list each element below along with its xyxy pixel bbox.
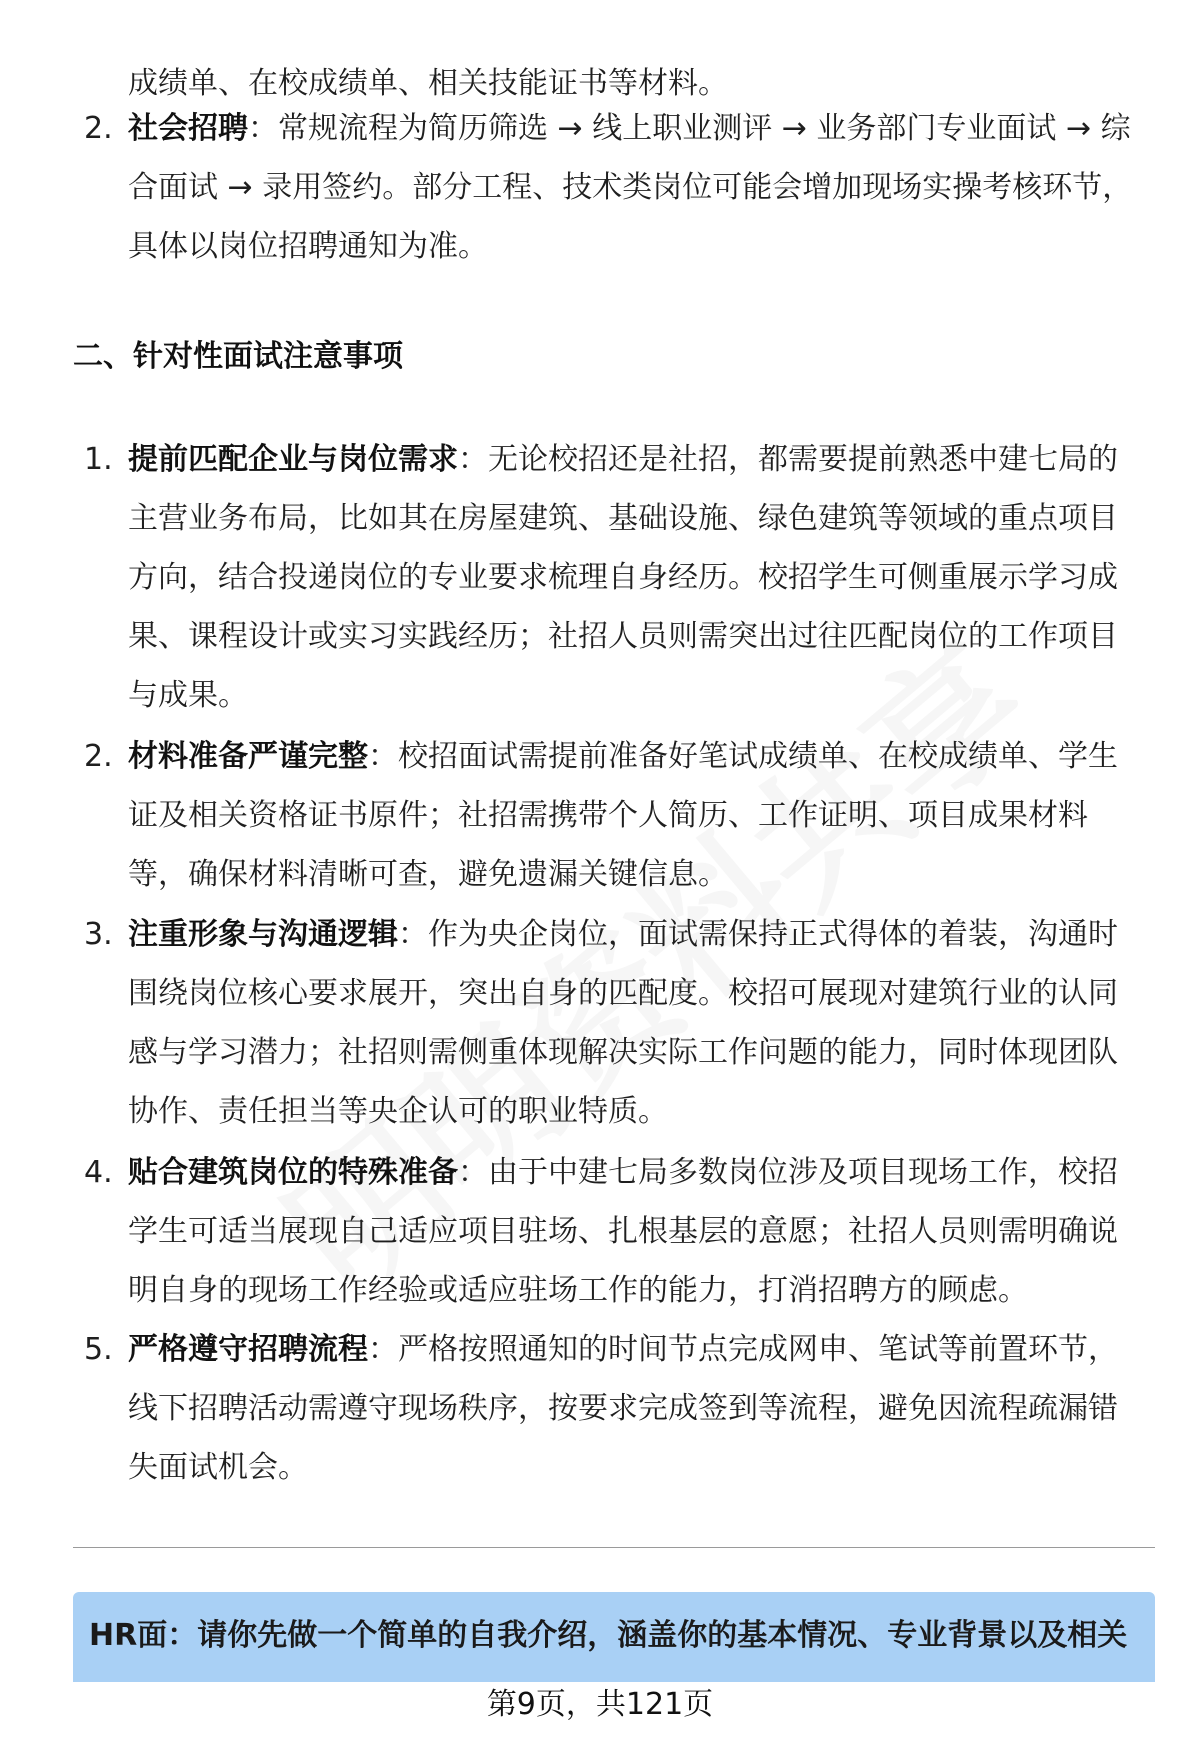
item-number: 3. bbox=[84, 917, 113, 952]
item-number: 2. bbox=[84, 739, 113, 774]
list-item bbox=[84, 1320, 1143, 1497]
item-text: ：严格按照通知的时间节点完成网申、笔试等前置环节，线下招聘活动需遵守现场秩序，按要求完成签到等流程，避免因流程疏漏错失面试机会。 bbox=[128, 1332, 1118, 1485]
item-text: ：作为央企岗位，面试需保持正式得体的着装，沟通时围绕岗位核心要求展开，突出自身的匹配度。校招可展现对建筑行业的认同感与学习潜力；社招则需侧重体现解决实际工作问题的能力，同时体现团队协作、责任担当等央企认可的职业特质。 bbox=[128, 917, 1118, 1129]
item-title: 注重形象与沟通逻辑 bbox=[128, 917, 398, 952]
item-number: 1. bbox=[84, 442, 113, 477]
item-title: 贴合建筑岗位的特殊准备 bbox=[128, 1155, 458, 1190]
page-footer: 第9页，共121页 bbox=[486, 1687, 714, 1722]
item-text: ：由于中建七局多数岗位涉及项目现场工作，校招学生可适当展现自己适应项目驻场、扎根基层的意愿；社招人员则需明确说明自身的现场工作经验或适应驻场工作的能力，打消招聘方的顾虑。 bbox=[128, 1155, 1118, 1308]
hr-question-box bbox=[73, 1592, 1155, 1682]
intro-line: 成绩单、在校成绩单、相关技能证书等材料。 bbox=[128, 66, 728, 101]
list-item bbox=[84, 727, 1143, 904]
item-text: ：常规流程为简历筛选 → 线上职业测评 → 业务部门专业面试 → 综合面试 → 录用签约。部分工程、技术类岗位可能会增加现场实操考核环节，具体以岗位招聘通知为准。 bbox=[128, 111, 1133, 264]
list-item-social-recruit bbox=[84, 99, 1143, 276]
list-item bbox=[84, 905, 1143, 1141]
item-title: 材料准备严谨完整 bbox=[128, 739, 368, 774]
divider bbox=[73, 1547, 1155, 1548]
item-number: 4. bbox=[84, 1155, 113, 1190]
list-item bbox=[84, 1143, 1143, 1320]
section-heading: 二、针对性面试注意事项 bbox=[73, 339, 403, 374]
item-text: ：校招面试需提前准备好笔试成绩单、在校成绩单、学生证及相关资格证书原件；社招需携带个人简历、工作证明、项目成果材料等，确保材料清晰可查，避免遗漏关键信息。 bbox=[128, 739, 1118, 892]
item-number: 2. bbox=[84, 111, 113, 146]
list-item bbox=[84, 430, 1143, 725]
item-title: 社会招聘 bbox=[128, 111, 248, 146]
item-title: 提前匹配企业与岗位需求 bbox=[128, 442, 458, 477]
item-text: ：无论校招还是社招，都需要提前熟悉中建七局的主营业务布局，比如其在房屋建筑、基础设施、绿色建筑等领域的重点项目方向，结合投递岗位的专业要求梳理自身经历。校招学生可侧重展示学习成果、课程设计或实习实践经历；社招人员则需突出过往匹配岗位的工作项目与成果。 bbox=[128, 442, 1118, 713]
item-number: 5. bbox=[84, 1332, 113, 1367]
hr-question: HR面：请你先做一个简单的自我介绍，涵盖你的基本情况、专业背景以及相关 bbox=[89, 1618, 1128, 1653]
item-title: 严格遵守招聘流程 bbox=[128, 1332, 368, 1367]
